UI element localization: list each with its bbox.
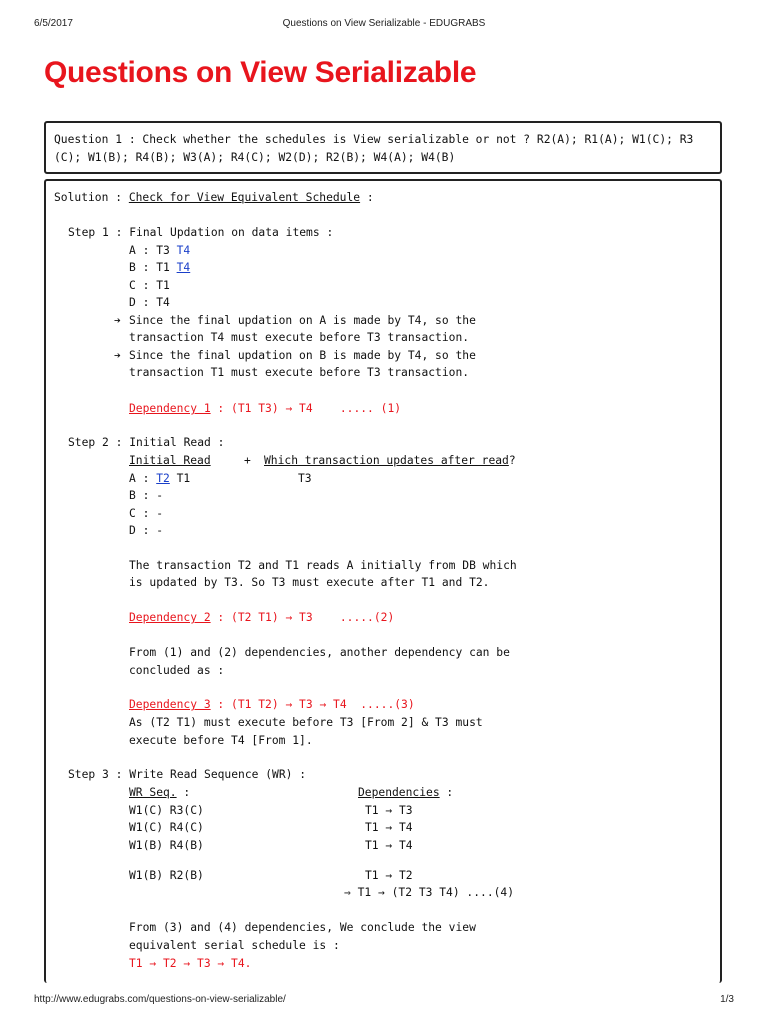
step2-item-b: B : - bbox=[129, 489, 164, 502]
arrow-bullet-icon: ➔ bbox=[114, 314, 121, 327]
question-line-2: (C); W1(B); R4(B); W3(A); R4(C); W2(D); R2(B); W4(A); W4(B) bbox=[54, 151, 456, 164]
step3-conclusion-2: equivalent serial schedule is : bbox=[129, 939, 340, 952]
step1-heading: Step 1 : Final Updation on data items : bbox=[68, 226, 334, 239]
step2-a-updater: T3 bbox=[298, 472, 312, 485]
step1-item-d: D : T4 bbox=[129, 296, 170, 309]
step2-para-1: The transaction T2 and T1 reads A initially from DB which bbox=[129, 559, 517, 572]
step2-as-1: As (T2 T1) must execute before T3 [From 2] & T3 must bbox=[129, 716, 483, 729]
step1-note-2a: Since the final updation on B is made by T4, so the bbox=[129, 349, 476, 362]
wr-dependency-row: T1 → T4 bbox=[365, 821, 413, 834]
step1-note-2b: transaction T1 must execute before T3 transaction. bbox=[129, 366, 470, 379]
step2-plus: + bbox=[244, 454, 251, 467]
step1-item-a: A : T3 T4 bbox=[129, 244, 191, 257]
step2-heading: Step 2 : Initial Read : bbox=[68, 436, 225, 449]
step2-item-a: A : T2 T1 bbox=[129, 472, 191, 485]
view-equivalent-link[interactable]: Check for View Equivalent Schedule bbox=[128, 191, 361, 204]
wr-dependency-row: T1 → T2 bbox=[365, 869, 413, 882]
print-page-title: Questions on View Serializable - EDUGRABS bbox=[282, 18, 486, 29]
serial-schedule-result: T1 → T2 → T3 → T4. bbox=[129, 957, 252, 970]
page-number: 1/3 bbox=[720, 994, 734, 1005]
step1-item-b: B : T1 T4 bbox=[129, 261, 191, 274]
footer-url: http://www.edugrabs.com/questions-on-view-serializable/ bbox=[34, 994, 286, 1005]
step2-a-t2-link[interactable]: T2 bbox=[156, 472, 170, 485]
page-title: Questions on View Serializable bbox=[44, 56, 477, 89]
step1-a-t4: T4 bbox=[176, 244, 191, 257]
solution-heading bbox=[54, 189, 374, 206]
step3-col-dependencies: Dependencies : bbox=[358, 786, 454, 799]
solution-prefix: Solution : bbox=[54, 191, 129, 204]
step2-item-c: C : - bbox=[129, 507, 164, 520]
arrow-bullet-icon: ➔ bbox=[114, 349, 121, 362]
solution-box bbox=[44, 179, 722, 983]
step3-conclusion-1: From (3) and (4) dependencies, We conclude the view bbox=[129, 921, 476, 934]
step2-from-1: From (1) and (2) dependencies, another dependency can be bbox=[129, 646, 510, 659]
step1-b-t4-link[interactable]: T4 bbox=[176, 261, 191, 274]
step2-para-2: is updated by T3. So T3 must execute after T1 and T2. bbox=[129, 576, 490, 589]
step3-implies: ⇒ T1 → (T2 T3 T4) ....(4) bbox=[344, 886, 515, 899]
wr-seq-row: W1(B) R2(B) bbox=[129, 869, 204, 882]
step3-heading: Step 3 : Write Read Sequence (WR) : bbox=[68, 768, 307, 781]
wr-seq-row: W1(C) R3(C) bbox=[129, 804, 204, 817]
step2-item-d: D : - bbox=[129, 524, 164, 537]
step2-col-initial-read: Initial Read bbox=[129, 454, 211, 467]
step2-from-2: concluded as : bbox=[129, 664, 225, 677]
step1-item-c: C : T1 bbox=[129, 279, 170, 292]
wr-seq-row: W1(C) R4(C) bbox=[129, 821, 204, 834]
dependency-3-label: Dependency 3 bbox=[129, 698, 211, 711]
dependency-1-label: Dependency 1 bbox=[129, 402, 211, 415]
dependency-1: Dependency 1 : (T1 T3) → T4 ..... (1) bbox=[129, 402, 402, 415]
wr-seq-row: W1(B) R4(B) bbox=[129, 839, 204, 852]
step1-note-1a: Since the final updation on A is made by T4, so the bbox=[129, 314, 476, 327]
question-box bbox=[44, 121, 722, 174]
wr-dependency-row: T1 → T3 bbox=[365, 804, 413, 817]
dependency-2-label: Dependency 2 bbox=[129, 611, 211, 624]
step1-note-1b: transaction T4 must execute before T3 transaction. bbox=[129, 331, 470, 344]
step2-col-updates-after-read: Which transaction updates after read? bbox=[264, 454, 516, 467]
print-date: 6/5/2017 bbox=[34, 18, 73, 29]
wr-dependency-row: T1 → T4 bbox=[365, 839, 413, 852]
step2-as-2: execute before T4 [From 1]. bbox=[129, 734, 313, 747]
step3-col-wr-seq: WR Seq. : bbox=[129, 786, 191, 799]
dependency-3: Dependency 3 : (T1 T2) → T3 → T4 .....(3) bbox=[129, 698, 415, 711]
dependency-2: Dependency 2 : (T2 T1) → T3 .....(2) bbox=[129, 611, 395, 624]
solution-suffix: : bbox=[360, 191, 374, 204]
question-line-1: Question 1 : Check whether the schedules is View serializable or not ? R2(A); R1(A); W1(C); R3 bbox=[54, 133, 694, 146]
